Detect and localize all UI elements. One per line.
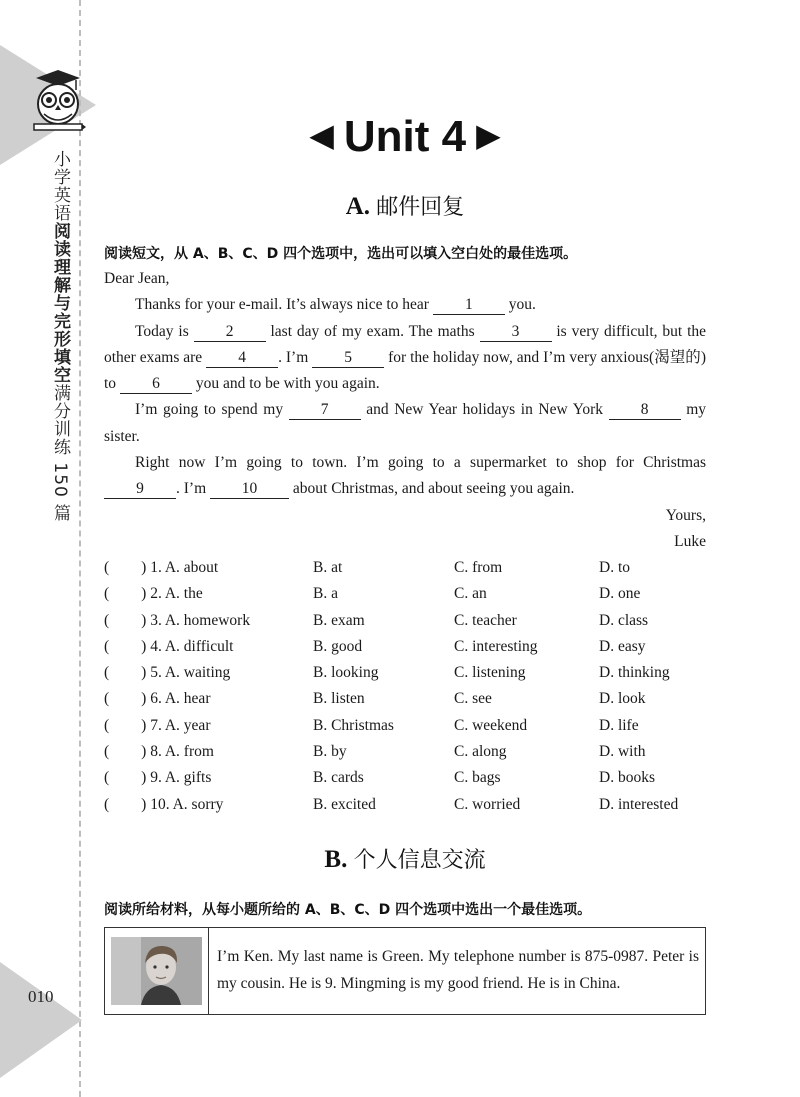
blank-4[interactable]: 4 [206, 349, 278, 368]
answer-paren-open[interactable]: ( [104, 585, 110, 603]
option-d[interactable]: D. with [599, 743, 646, 761]
option-a[interactable]: 10. A. sorry [150, 795, 224, 813]
answer-paren-open[interactable]: ( [104, 795, 110, 813]
option-a[interactable]: 2. A. the [150, 585, 203, 603]
option-a[interactable]: 6. A. hear [150, 690, 211, 708]
option-row-3: ( ) 3. A. homework B. exam C. teacher D. class [104, 608, 706, 634]
option-d[interactable]: D. thinking [599, 664, 670, 682]
series-title: 小学英语阅读理解与完形填空满分训练 150 篇 [50, 150, 70, 523]
option-row-8: ( ) 8. A. from B. by C. along D. with [104, 739, 706, 765]
blank-3[interactable]: 3 [480, 323, 552, 342]
option-b[interactable]: B. exam [313, 611, 365, 629]
option-a[interactable]: 9. A. gifts [150, 769, 212, 787]
option-c[interactable]: C. an [454, 585, 487, 603]
option-a[interactable]: 1. A. about [150, 559, 219, 576]
option-row-5: ( ) 5. A. waiting B. looking C. listening D. thinking [104, 660, 706, 686]
blank-8[interactable]: 8 [609, 401, 681, 420]
signature: Luke [674, 532, 706, 550]
option-row-10: ( ) 10. A. sorry B. excited C. worried D. interested [104, 792, 706, 818]
profile-text: I’m Ken. My last name is Green. My telephone number is 875-0987. Peter is my cousin. He is 9. Mingming is my good friend. He is in China. [217, 948, 699, 992]
unit-title-text: Unit 4 [343, 112, 467, 161]
option-c[interactable]: C. see [454, 690, 492, 708]
option-c[interactable]: C. listening [454, 664, 526, 682]
answer-paren-open[interactable]: ( [104, 690, 110, 708]
profile-box [104, 927, 706, 1015]
answer-paren-open[interactable]: ( [104, 611, 110, 629]
blank-7[interactable]: 7 [289, 401, 361, 420]
blank-2[interactable]: 2 [194, 323, 266, 342]
closing: Yours, [665, 506, 706, 524]
option-a[interactable]: 5. A. waiting [150, 664, 231, 682]
option-d[interactable]: D. easy [599, 637, 646, 655]
answer-paren-open[interactable]: ( [104, 769, 110, 787]
option-b[interactable]: B. a [313, 585, 338, 603]
option-c[interactable]: C. teacher [454, 611, 517, 629]
option-b[interactable]: B. Christmas [313, 716, 394, 734]
option-d[interactable]: D. look [599, 690, 646, 708]
option-b[interactable]: B. at [313, 559, 343, 576]
options-list [104, 555, 706, 818]
email-passage [104, 266, 706, 555]
option-row-9: ( ) 9. A. gifts B. cards C. bags D. books [104, 765, 706, 791]
paragraph-3: I’m going to spend my 7 and New Year holidays in New York 8 my sister. [104, 401, 707, 445]
option-a[interactable]: 8. A. from [150, 743, 214, 761]
blank-9[interactable]: 9 [104, 480, 176, 499]
boy-portrait-photo [111, 937, 202, 1005]
option-c[interactable]: C. interesting [454, 637, 538, 655]
option-row-7: ( ) 7. A. year B. Christmas C. weekend D. life [104, 713, 706, 739]
paragraph-2: Today is 2 last day of my exam. The maths 3 is very difficult, but the other exams are 4 . I’m 5 for the holiday now, and I’m very anxious(渴望的) to 6 you and to be with you again. [104, 322, 707, 393]
blank-1[interactable]: 1 [433, 296, 505, 315]
greeting: Dear Jean, [104, 270, 170, 287]
unit-title [104, 112, 706, 162]
option-d[interactable]: D. interested [599, 795, 679, 813]
blank-6[interactable]: 6 [120, 375, 192, 394]
option-c[interactable]: C. along [454, 743, 507, 761]
answer-paren-open[interactable]: ( [104, 743, 110, 761]
answer-paren-open[interactable]: ( [104, 559, 110, 576]
answer-paren-open[interactable]: ( [104, 637, 110, 655]
paragraph-4: Right now I’m going to town. I’m going to a supermarket to shop for Christmas 9 . I’m 10 about Christmas, and about seeing you again. [104, 450, 706, 503]
option-row-6: ( ) 6. A. hear B. listen C. see D. look [104, 686, 706, 712]
option-a[interactable]: 4. A. difficult [150, 637, 234, 655]
blank-10[interactable]: 10 [210, 480, 289, 499]
owl-graduate-icon [30, 68, 86, 136]
margin-triangle-bottom [0, 962, 82, 1078]
option-d[interactable]: D. books [599, 769, 655, 787]
option-d[interactable]: D. class [599, 611, 649, 629]
section-a-title: A. 邮件回复 [345, 193, 465, 220]
right-triangle-icon: ▶ [476, 117, 501, 153]
section-b-instruction: 阅读所给材料，从每小题所给的 A、B、C、D 四个选项中选出一个最佳选项。 [104, 902, 592, 918]
option-b[interactable]: B. by [313, 743, 347, 761]
blank-5[interactable]: 5 [312, 349, 384, 368]
section-b-title: B. 个人信息交流 [324, 846, 486, 873]
option-b[interactable]: B. excited [313, 795, 376, 813]
option-d[interactable]: D. one [599, 585, 641, 603]
option-b[interactable]: B. looking [313, 664, 379, 682]
left-triangle-icon: ◀ [309, 117, 334, 153]
option-row-1: ( ) 1. A. about B. at C. from D. to [104, 555, 706, 581]
option-a[interactable]: 3. A. homework [150, 611, 251, 629]
option-b[interactable]: B. cards [313, 769, 364, 787]
option-c[interactable]: C. bags [454, 769, 501, 787]
margin-dashed-line [79, 0, 81, 1097]
page-number: 010 [28, 987, 54, 1006]
photo-cell [105, 928, 209, 1014]
option-d[interactable]: D. to [599, 559, 630, 576]
paragraph-1: Thanks for your e-mail. It’s always nice to hear 1 you. [135, 296, 536, 314]
option-a[interactable]: 7. A. year [150, 716, 211, 734]
answer-paren-open[interactable]: ( [104, 716, 110, 734]
option-c[interactable]: C. weekend [454, 716, 528, 734]
option-b[interactable]: B. good [313, 637, 363, 655]
section-a-instruction: 阅读短文，从 A、B、C、D 四个选项中，选出可以填入空白处的最佳选项。 [104, 246, 578, 262]
option-row-2: ( ) 2. A. the B. a C. an D. one [104, 581, 706, 607]
answer-paren-open[interactable]: ( [104, 664, 110, 682]
option-b[interactable]: B. listen [313, 690, 365, 708]
option-c[interactable]: C. from [454, 559, 503, 576]
option-d[interactable]: D. life [599, 716, 639, 734]
option-row-4: ( ) 4. A. difficult B. good C. interesting D. easy [104, 634, 706, 660]
option-c[interactable]: C. worried [454, 795, 521, 813]
